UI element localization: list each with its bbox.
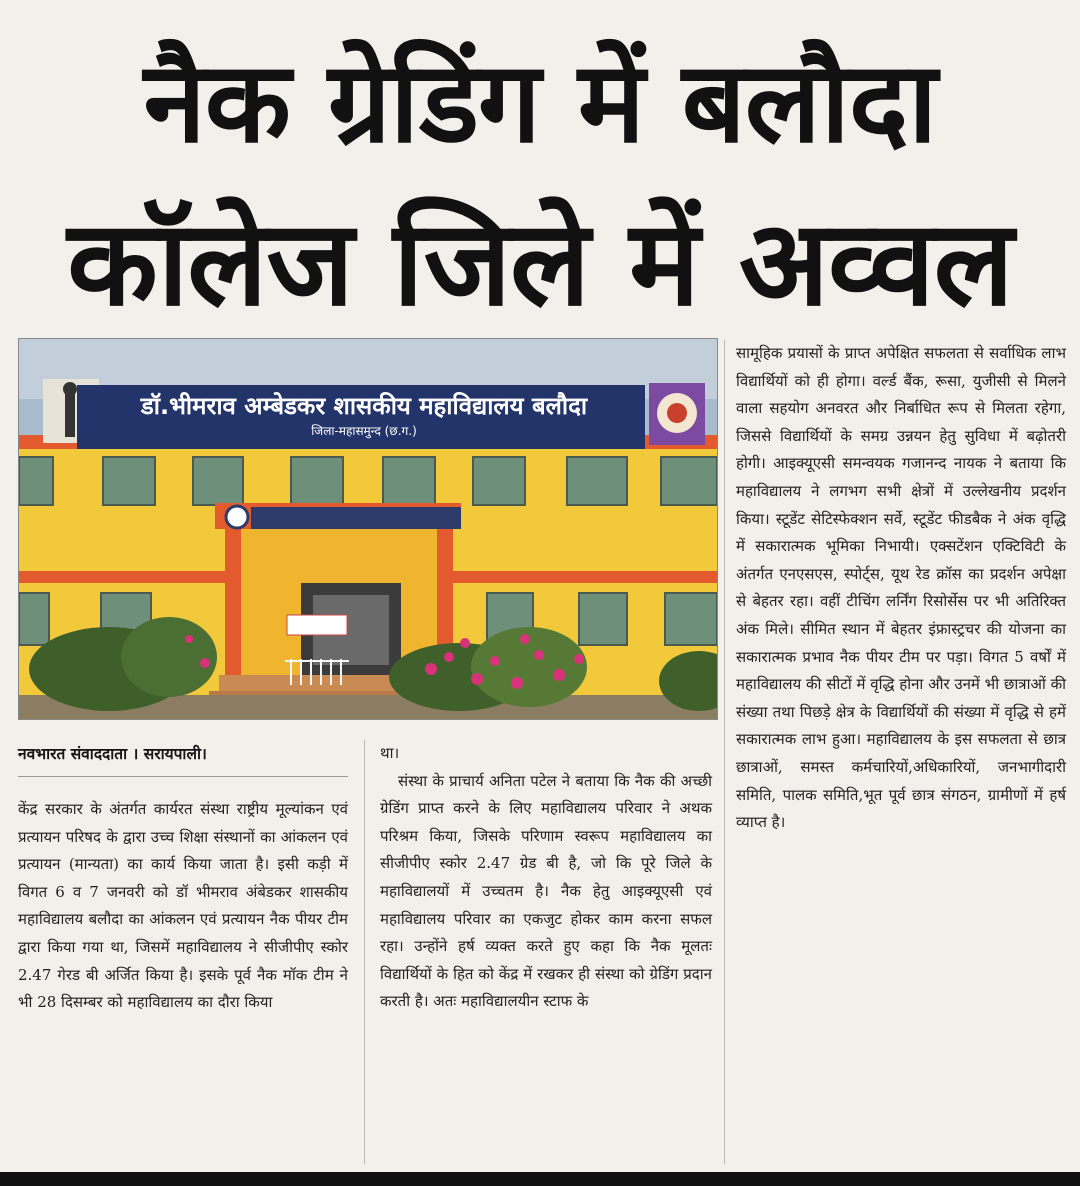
byline-divider <box>18 776 348 777</box>
article-column-left <box>18 796 348 1017</box>
headline-line-1: नैक ग्रेडिंग में बलौदा <box>143 38 937 168</box>
article-paragraph: संस्था के प्राचार्य अनिता पटेल ने बताया कि नैक की अच्छी ग्रेडिंग प्राप्त करने के लिए महाविद्यालय परिवार ने अथक परिश्रम किया, जिसके परिणाम स्वरूप महाविद्यालय का सीजीपीए स्कोर 2.47 ग्रेड बी है, जो कि पूरे जिले के महाविद्यालयों में उच्चतम है। नैक हेतु आइक्यूएसी एवं महाविद्यालय परिवार का एकजुट होकर काम करना सफल रहा। उन्होंने हर्ष व्यक्त करते हुए कहा कि नैक मूलतः विद्यार्थियों के हित को केंद्र में रखकर ही संस्था को ग्रेडिंग प्रदान करती है। अतः महाविद्यालयीन स्टाफ के <box>380 771 712 1011</box>
article-paragraph: सामूहिक प्रयासों के प्राप्त अपेक्षित सफलता से सर्वाधिक लाभ विद्यार्थियों को ही होगा। वर्ल्ड बैंक, रूसा, युजीसी से मिलने वाला सहयोग अनवरत और निर्बाधित रूप से मिलता रहेगा, जिससे विद्यार्थियों के समग्र उन्नयन हेतु सुविधा में बढ़ोतरी होगी। आइक्यूएसी समन्वयक गजानन्द नायक ने बताया कि महाविद्यालय ने लगभग सभी क्षेत्रों में उल्लेखनीय प्रदर्शन किया। स्टूडेंट सेटिस्फेक्शन सर्वे, स्टूडेंट फीडबैक ने अंक वृद्धि में सकारात्मक भूमिका निभायी। एक्सटेंशन एक्टिविटी के अंतर्गत एनएसएस, स्पोर्ट्स, यूथ रेड क्रॉस का प्रदर्शन अपेक्षा से बेहतर रहा। वहीं टीचिंग लर्निंग रिसोर्सेस पर भी अतिरिक्त अंक मिले। सीमित स्थान में बेहतर इंफ्रास्ट्रचर की योजना का सकारात्मक प्रभाव नैक पीयर टीम पर पड़ा। विगत 5 वर्षों में महाविद्यालय की सीटों में वृद्धि होना और उनमें भी छात्राओं की संख्या तथा पिछड़े क्षेत्र के विद्यार्थियों की संख्या में वृद्धि से हमें सकारात्मक लाभ हुआ। महाविद्यालय के इस सफलता से छात्र छात्राओं, समस्त कर्मचारियों,अधिकारियों, जनभागीदारी समिति, पालक समिति,भूत पूर्व छात्र संगठन, ग्रामीणों में हर्ष व्याप्त है। <box>736 344 1066 832</box>
column-divider <box>364 740 365 1164</box>
headline-line-2: कॉलेज जिले में अव्वल <box>67 194 1013 332</box>
sign-board-subtext: जिला-महासमुन्द (छ.ग.) <box>311 424 417 438</box>
bottom-border <box>0 1172 1080 1186</box>
sign-board-text: डॉ.भीमराव अम्बेडकर शासकीय महाविद्यालय बलौदा <box>140 392 588 420</box>
article-paragraph: केंद्र सरकार के अंतर्गत कार्यरत संस्था राष्ट्रीय मूल्यांकन एवं प्रत्यायन परिषद के द्वारा उच्च शिक्षा संस्थानों का आंकलन एवं प्रत्यायन (मान्यता) का कार्य किया जाता है। इसी कड़ी में विगत 6 व 7 जनवरी को डॉ भीमराव अंबेडकर शासकीय महाविद्यालय बलौदा का आंकलन एवं प्रत्यायन नैक पीयर टीम द्वारा किया गया था, जिसमें महाविद्यालय ने सीजीपीए स्कोर 2.47 गेरड बी अर्जित किया है। इसके पूर्व नैक मॉक टीम ने भी 28 दिसम्बर को महाविद्यालय का दौरा किया <box>18 800 348 1012</box>
column-divider <box>724 340 725 1164</box>
college-building-photo <box>18 338 718 720</box>
article-column-right <box>736 340 1066 837</box>
article-column-middle <box>380 740 712 1016</box>
article-paragraph: था। <box>380 744 400 762</box>
byline: नवभारत संवाददाता । सरायपाली। <box>18 744 207 763</box>
